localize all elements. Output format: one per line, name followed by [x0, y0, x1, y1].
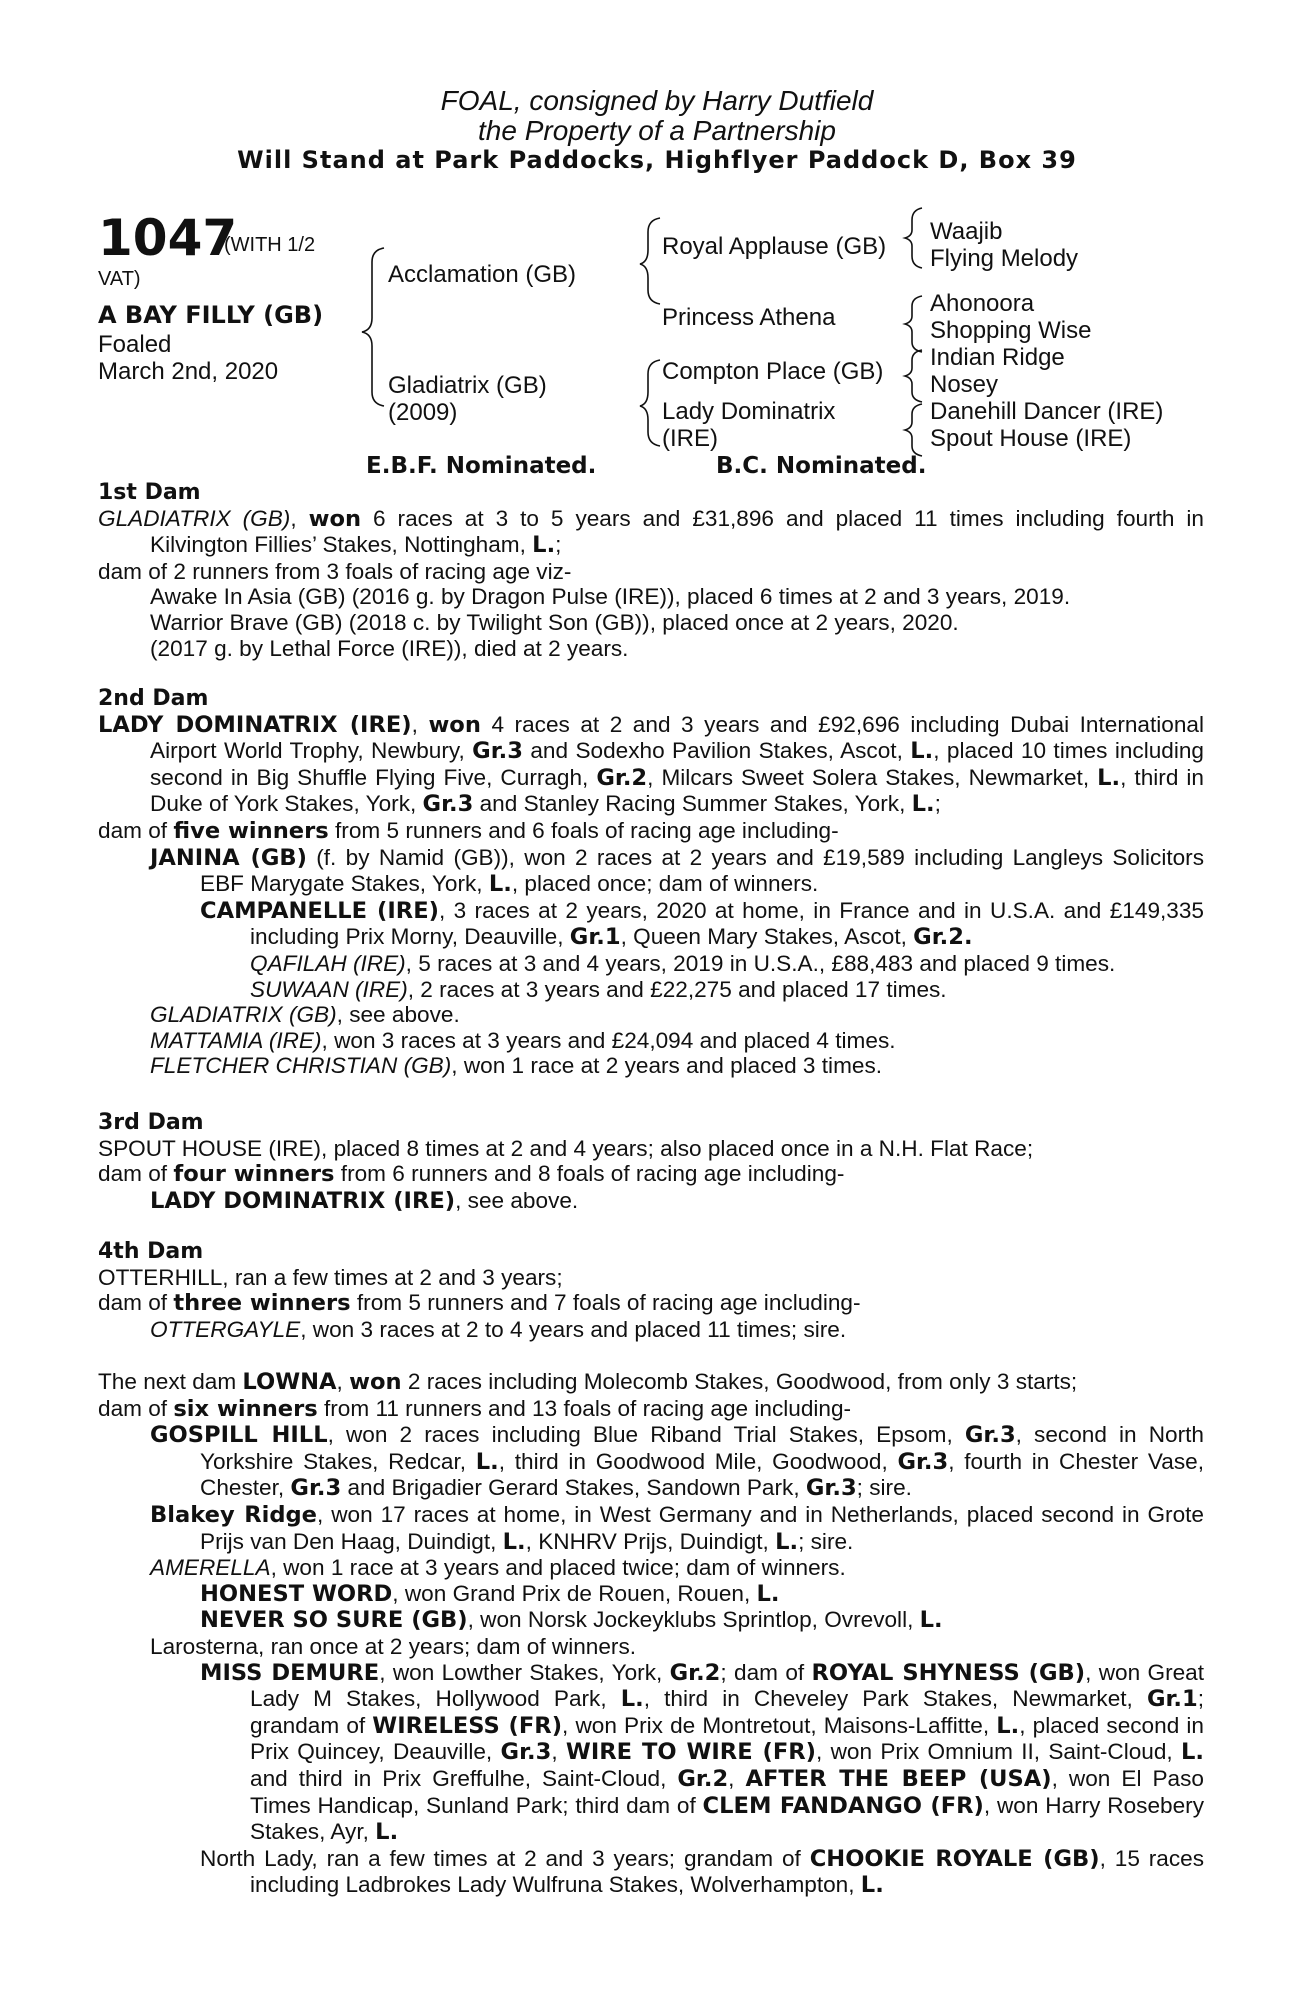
- grade-mark: Gr.2.: [913, 924, 973, 951]
- produce-amerella: [98, 1555, 1204, 1581]
- text: from 5 runners and 7 foals of racing age including-: [350, 1290, 861, 1316]
- winners-count: three winners: [173, 1290, 351, 1317]
- produce-larosterna: Larosterna, ran once at 2 years; dam of winners.: [150, 1633, 637, 1659]
- horse-name: MATTAMIA (IRE): [150, 1027, 322, 1053]
- listed-mark: L.: [996, 1712, 1020, 1739]
- punct: ,: [411, 711, 429, 737]
- grade-mark: Gr.3: [422, 791, 474, 818]
- horse-name: MISS DEMURE: [200, 1659, 380, 1686]
- grade-mark: Gr.2: [669, 1659, 721, 1686]
- record-text: , fourth in Chester Vase, Chester,: [200, 1448, 1204, 1501]
- horse-name: QAFILAH (IRE): [250, 950, 406, 976]
- listed-mark: L.: [532, 532, 556, 559]
- punct: ;: [555, 532, 562, 558]
- record-text: , Milcars Sweet Solera Stakes, Newmarket,: [647, 764, 1098, 790]
- brace-ss: [905, 208, 922, 268]
- won-word: won: [428, 711, 481, 738]
- record-text: ; grandam of: [250, 1686, 1204, 1738]
- record-text: , won Prix Omnium II, Saint-Cloud,: [816, 1739, 1182, 1765]
- grade-mark: Gr.3: [472, 738, 523, 765]
- record-text: , see above.: [455, 1187, 579, 1213]
- horse-name: LADY DOMINATRIX (IRE): [150, 1187, 456, 1214]
- record-text: ; sire.: [856, 1475, 912, 1501]
- produce-mattamia: [98, 1028, 1204, 1054]
- horse-name: Blakey Ridge: [150, 1501, 318, 1528]
- dam-dam: Lady Dominatrix: [662, 398, 836, 425]
- dam-year: (2009): [388, 399, 458, 426]
- listed-mark: L.: [911, 791, 935, 818]
- brace-ds: [905, 350, 922, 402]
- record-text: , 2 races at 3 years and £22,275 and placed 17 times.: [407, 976, 947, 1002]
- listed-mark: L.: [919, 1607, 943, 1634]
- listed-mark: L.: [475, 1448, 499, 1475]
- produce-suwaan: [98, 977, 1204, 1003]
- punct: ,: [336, 1369, 350, 1394]
- record-text: , won 2 races including Blue Riband Trial Stakes, Epsom,: [327, 1422, 965, 1448]
- listed-mark: L.: [910, 738, 934, 765]
- produce-lady-dominatrix: [98, 1188, 1204, 1215]
- record-text: , second in North Yorkshire Stakes, Redcar,: [200, 1422, 1204, 1474]
- third-dam-record: SPOUT HOUSE (IRE), placed 8 times at 2 and 4 years; also placed once in a N.H. Flat Race;: [98, 1135, 1034, 1161]
- horse-name: SUWAAN (IRE): [250, 976, 408, 1002]
- punct: ;: [934, 791, 941, 817]
- winners-count: six winners: [173, 1395, 318, 1422]
- record-text: , 3 races at 2 years, 2020 at home, in France and in U.S.A. and £149,335 including Prix Morny, Deauville,: [250, 897, 1204, 950]
- grade-mark: Gr.1: [1146, 1686, 1198, 1713]
- text: The next dam: [98, 1369, 243, 1394]
- brace-sd: [905, 296, 922, 352]
- listed-mark: L.: [1097, 764, 1121, 791]
- winners-count: five winners: [173, 817, 329, 844]
- text: dam of: [98, 1395, 174, 1421]
- produce-qafilah: [98, 951, 1204, 977]
- record-text: , won Grand Prix de Rouen, Rouen,: [392, 1580, 757, 1606]
- punct: ,: [551, 1739, 566, 1765]
- winners-count: four winners: [173, 1161, 335, 1188]
- produce-janina: [98, 845, 1204, 898]
- grade-mark: Gr.3: [897, 1448, 949, 1475]
- sire-brace: [640, 218, 660, 304]
- third-dam-heading: 3rd Dam: [98, 1110, 204, 1135]
- listed-mark: L.: [775, 1528, 799, 1555]
- record-text: , third in Goodwood Mile, Goodwood,: [498, 1448, 898, 1474]
- produce-line: Warrior Brave (GB) (2018 c. by Twilight Son (GB)), placed once at 2 years, 2020.: [150, 609, 959, 635]
- dam-name: LADY DOMINATRIX (IRE): [98, 711, 412, 738]
- grade-mark: Gr.2: [596, 764, 648, 791]
- fourth-dam-produce-intro: [98, 1290, 1204, 1317]
- text: from 6 runners and 8 foals of racing age including-: [334, 1161, 845, 1187]
- record-text: ; sire.: [798, 1528, 854, 1554]
- horse-name: AFTER THE BEEP (USA): [745, 1765, 1052, 1792]
- brace-dd: [905, 404, 922, 456]
- record-text: , won Prix de Montretout, Maisons-Laffitte,: [562, 1712, 997, 1738]
- sire-sire: Royal Applause (GB): [662, 233, 887, 260]
- record-text: , won 3 races at 3 years and £24,094 and placed 4 times.: [321, 1027, 896, 1053]
- ds-sire: Indian Ridge: [930, 344, 1065, 371]
- record-text: , won 1 race at 3 years and placed twice; dam of winners.: [270, 1555, 846, 1581]
- horse-name: FLETCHER CHRISTIAN (GB): [150, 1053, 452, 1079]
- record-text: , won Norsk Jockeyklubs Sprintlop, Ovrevoll,: [467, 1607, 920, 1633]
- second-dam-record: [98, 712, 1204, 818]
- produce-honest-word: [98, 1581, 1204, 1608]
- horse-name: CAMPANELLE (IRE): [200, 897, 439, 924]
- fourth-dam-section: [98, 1239, 1204, 1342]
- dam-name: Gladiatrix (GB): [388, 372, 547, 399]
- horse-name: NEVER SO SURE (GB): [200, 1607, 468, 1634]
- dd-dam: Spout House (IRE): [930, 425, 1132, 452]
- text: dam of: [98, 1290, 174, 1316]
- record-text: 2 races including Molecomb Stakes, Goodwood, from only 3 starts;: [401, 1369, 1078, 1394]
- listed-mark: L.: [756, 1580, 780, 1607]
- third-dam-produce-intro: [98, 1161, 1204, 1188]
- record-text: , placed second in Prix Quincey, Deauville,: [250, 1712, 1204, 1765]
- punct: ,: [728, 1765, 746, 1791]
- grade-mark: Gr.1: [569, 924, 621, 951]
- horse-name: HONEST WORD: [200, 1580, 393, 1607]
- won-word: won: [349, 1369, 402, 1395]
- dd-sire: Danehill Dancer (IRE): [930, 398, 1164, 425]
- record-text: , won Harry Rosebery Stakes, Ayr,: [250, 1792, 1204, 1845]
- bc-nominated: B.C. Nominated.: [716, 453, 927, 479]
- dam-name: LOWNA: [242, 1369, 337, 1395]
- produce-line: Awake In Asia (GB) (2016 g. by Dragon Pulse (IRE)), placed 6 times at 2 and 3 years, 2019.: [150, 584, 1071, 610]
- dam-name-gladiatrix: GLADIATRIX (GB): [98, 505, 291, 531]
- horse-name: JANINA (GB): [150, 844, 307, 871]
- record-text: , placed 10 times including second in Big Shuffle Flying Five, Curragh,: [150, 738, 1205, 790]
- horse-name: GOSPILL HILL: [150, 1422, 328, 1449]
- listed-mark: L.: [860, 1872, 884, 1899]
- foaled-date: March 2nd, 2020: [98, 358, 279, 385]
- grade-mark: Gr.2: [677, 1765, 729, 1792]
- record-text: (f. by Namid (GB)), won 2 races at 2 years and £19,589 including Langleys Solicitors EBF Marygate Stakes, York,: [200, 844, 1204, 897]
- second-dam-produce-intro: [98, 818, 1204, 845]
- ss-sire: Waajib: [930, 218, 1003, 245]
- horse-name: GLADIATRIX (GB): [150, 1002, 337, 1028]
- ss-dam: Flying Melody: [930, 245, 1079, 272]
- record-text: , 5 races at 3 and 4 years, 2019 in U.S.A., £88,483 and placed 9 times.: [405, 950, 1116, 976]
- produce-north-lady: [98, 1846, 1204, 1899]
- fourth-dam-heading: 4th Dam: [98, 1239, 204, 1264]
- produce-gospill-hill: [98, 1422, 1204, 1502]
- next-dam-section: [98, 1369, 1204, 1899]
- grade-mark: Gr.3: [964, 1422, 1016, 1449]
- horse-name: OTTERGAYLE: [150, 1316, 301, 1342]
- sd-sire: Ahonoora: [930, 290, 1035, 317]
- grade-mark: Gr.3: [500, 1739, 552, 1766]
- second-dam-heading: 2nd Dam: [98, 686, 209, 711]
- listed-mark: L.: [502, 1528, 526, 1555]
- main-brace: [362, 248, 384, 406]
- record-text: , KNHRV Prijs, Duindigt,: [525, 1528, 776, 1554]
- text: dam of: [98, 817, 174, 843]
- next-dam-record: [98, 1369, 1204, 1396]
- produce-blakey-ridge: [98, 1502, 1204, 1555]
- horse-name: WIRE TO WIRE (FR): [565, 1739, 817, 1766]
- record-text: , third in Duke of York Stakes, York,: [150, 764, 1204, 817]
- text: from 5 runners and 6 foals of racing age including-: [328, 817, 839, 843]
- record-text: ; dam of: [720, 1659, 812, 1685]
- record-text: , won 17 races at home, in West Germany and in Netherlands, placed second in Grote Prijs van Den Haag, Duindigt,: [200, 1501, 1204, 1554]
- horse-name: AMERELLA: [150, 1555, 271, 1581]
- produce-never-so-sure: [98, 1607, 1204, 1634]
- horse-name: WIRELESS (FR): [372, 1712, 563, 1739]
- listed-mark: L.: [620, 1686, 644, 1713]
- lot-number: 1047: [98, 209, 238, 267]
- first-dam-record: GLADIATRIX (GB), won 6 races at 3 to 5 years and £31,896 and placed 11 times including fourth in Kilvington Fillies’ Stakes, Nottingham, L.;: [98, 505, 1204, 559]
- lot-name: A BAY FILLY (GB): [98, 301, 324, 329]
- horse-name: CHOOKIE ROYALE (GB): [809, 1845, 1100, 1872]
- record-text: 4 races at 2 and 3 years and £92,696 including Dubai International Airport World Trophy, Newbury,: [150, 711, 1204, 764]
- record-text: , third in Cheveley Park Stakes, Newmarket,: [643, 1686, 1147, 1712]
- listed-mark: L.: [375, 1819, 399, 1846]
- ds-dam: Nosey: [930, 371, 999, 398]
- sire-name: Acclamation (GB): [388, 261, 577, 288]
- dam-sire: Compton Place (GB): [662, 358, 884, 385]
- record-text: and Stanley Racing Summer Stakes, York,: [473, 791, 912, 817]
- next-dam-produce-intro: [98, 1396, 1204, 1423]
- first-dam-produce-intro: dam of 2 runners from 3 foals of racing age viz-: [98, 558, 572, 584]
- record-text: , won 1 race at 2 years and placed 3 times.: [451, 1053, 883, 1079]
- vat-note: (WITH 1/2: [224, 234, 316, 256]
- record-text: 6 races at 3 to 5 years and £31,896 and placed 11 times including fourth in Kilvington Fillies’ Stakes, Nottingham,: [150, 505, 1204, 558]
- listed-mark: L.: [1181, 1739, 1204, 1766]
- ebf-nominated: E.B.F. Nominated.: [366, 453, 597, 479]
- produce-campanelle: [98, 898, 1204, 951]
- record-text: , Queen Mary Stakes, Ascot,: [620, 924, 914, 950]
- foaled-label: Foaled: [98, 331, 172, 358]
- record-text: , won 3 races at 2 to 4 years and placed 11 times; sire.: [300, 1316, 847, 1342]
- record-text: , see above.: [336, 1002, 460, 1028]
- third-dam-section: [98, 1110, 1204, 1214]
- text: dam of: [98, 1161, 174, 1187]
- record-text: , won El Paso Times Handicap, Sunland Park; third dam of: [250, 1765, 1204, 1818]
- produce-miss-demure: [98, 1660, 1204, 1846]
- record-text: , won Lowther Stakes, York,: [379, 1659, 670, 1685]
- property-line: the Property of a Partnership: [478, 115, 836, 146]
- record-text: , 15 races including Ladbrokes Lady Wulfruna Stakes, Wolverhampton,: [250, 1845, 1205, 1898]
- horse-name: CLEM FANDANGO (FR): [702, 1792, 984, 1819]
- record-text: , placed once; dam of winners.: [511, 871, 819, 897]
- sd-dam: Shopping Wise: [930, 317, 1092, 344]
- grade-mark: Gr.3: [805, 1475, 857, 1502]
- first-dam-section: [98, 480, 1204, 661]
- fourth-dam-record: OTTERHILL, ran a few times at 2 and 3 years;: [98, 1264, 563, 1290]
- dam-brace: [640, 360, 660, 446]
- produce-gladiatrix: [98, 1002, 1204, 1028]
- sire-dam: Princess Athena: [662, 304, 836, 331]
- record-text: and Sodexho Pavilion Stakes, Ascot,: [522, 738, 911, 764]
- vat-note-cont: VAT): [98, 268, 141, 290]
- produce-ottergayle: [98, 1317, 1204, 1343]
- listed-mark: L.: [488, 871, 512, 898]
- first-dam-heading: 1st Dam: [98, 480, 201, 505]
- record-text: and third in Prix Greffulhe, Saint-Cloud,: [250, 1765, 678, 1791]
- stand-line: Will Stand at Park Paddocks, Highflyer Paddock D, Box 39: [237, 146, 1077, 174]
- grade-mark: Gr.3: [290, 1475, 342, 1502]
- produce-line: (2017 g. by Lethal Force (IRE)), died at 2 years.: [150, 635, 629, 661]
- record-text: North Lady, ran a few times at 2 and 3 years; grandam of: [200, 1845, 810, 1871]
- text: from 11 runners and 13 foals of racing age including-: [317, 1395, 852, 1421]
- horse-name: ROYAL SHYNESS (GB): [811, 1659, 1086, 1686]
- produce-fletcher: [98, 1053, 1204, 1079]
- second-dam-section: [98, 686, 1204, 1079]
- consignor-line: FOAL, consigned by Harry Dutfield: [440, 85, 874, 116]
- dam-dam-cont: (IRE): [662, 425, 718, 452]
- record-text: and Brigadier Gerard Stakes, Sandown Park,: [341, 1475, 806, 1501]
- record-text: , won Great Lady M Stakes, Hollywood Park,: [250, 1659, 1205, 1712]
- won-word: won: [308, 505, 362, 532]
